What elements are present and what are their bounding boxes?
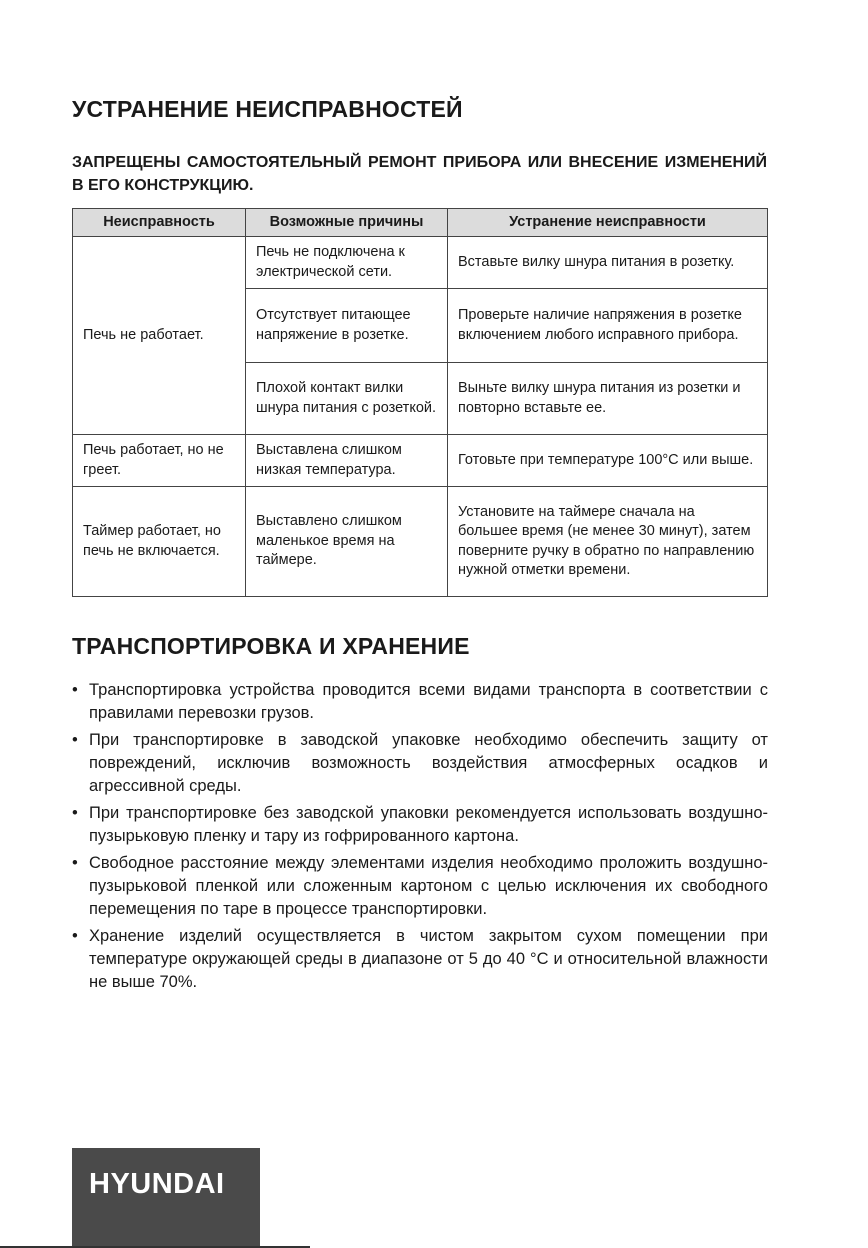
list-item-text: Транспортировка устройства проводится всеми видами транспорта в соответствии с правилами перевозки грузов. — [89, 681, 768, 722]
cause-cell: Отсутствует питающее напряжение в розетке. — [246, 289, 448, 363]
list-item — [72, 852, 768, 921]
list-item-text: При транспортировке без заводской упаковки рекомендуется использовать воздушно-пузырьковую пленку и тару из гофрированного картона. — [89, 804, 768, 845]
list-item — [72, 679, 768, 725]
fix-cell: Вставьте вилку шнура питания в розетку. — [448, 237, 768, 289]
header-problem: Неисправность — [73, 209, 246, 237]
bullet-icon: • — [72, 854, 78, 872]
section-title-troubleshooting: УСТРАНЕНИЕ НЕИСПРАВНОСТЕЙ — [72, 96, 463, 122]
list-item-text: Свободное расстояние между элементами изделия необходимо проложить воздушно-пузырьковой пленкой или сложенным картоном с целью исключения их свободного перемещения по таре в процессе транспортировки. — [89, 854, 768, 918]
list-item — [72, 925, 768, 994]
fix-cell: Готовьте при температуре 100°C или выше. — [448, 435, 768, 487]
table-row — [73, 237, 768, 289]
warning-text: ЗАПРЕЩЕНЫ САМОСТОЯТЕЛЬНЫЙ РЕМОНТ ПРИБОРА ИЛИ ВНЕСЕНИЕ ИЗМЕНЕНИЙ В ЕГО КОНСТРУКЦИЮ. — [72, 154, 767, 194]
cause-cell: Выставлена слишком низкая температура. — [246, 435, 448, 487]
fix-cell: Проверьте наличие напряжения в розетке включением любого исправного прибора. — [448, 289, 768, 363]
list-item-text: Хранение изделий осуществляется в чистом закрытом сухом помещении при температуре окружающей среды в диапазоне от 5 до 40 °C и относительной влажности не выше 70%. — [89, 927, 768, 991]
list-item — [72, 729, 768, 798]
table-header-row — [73, 209, 768, 237]
cause-cell: Плохой контакт вилки шнура питания с розеткой. — [246, 363, 448, 435]
transport-list — [72, 679, 768, 998]
bullet-icon: • — [72, 804, 78, 822]
bullet-icon: • — [72, 731, 78, 749]
problem-cell: Печь не работает. — [73, 237, 246, 435]
cause-cell: Печь не подключена к электрической сети. — [246, 237, 448, 289]
fix-cell: Установите на таймере сначала на большее время (не менее 30 минут), затем поверните ручку в обратно по направлению нужной отметки времени. — [448, 487, 768, 597]
problem-cell: Таймер работает, но печь не включается. — [73, 487, 246, 597]
section-title-transport: ТРАНСПОРТИРОВКА И ХРАНЕНИЕ — [72, 633, 470, 659]
list-item-text: При транспортировке в заводской упаковке необходимо обеспечить защиту от повреждений, исключив возможность воздействия атмосферных осадков и агрессивной среды. — [89, 731, 768, 795]
header-causes: Возможные причины — [246, 209, 448, 237]
bullet-icon: • — [72, 927, 78, 945]
table-row — [73, 435, 768, 487]
header-solution: Устранение неисправности — [448, 209, 768, 237]
list-item — [72, 802, 768, 848]
fix-cell: Выньте вилку шнура питания из розетки и повторно вставьте ее. — [448, 363, 768, 435]
brand-logo: HYUNDAI — [89, 1168, 225, 1200]
cause-cell: Выставлено слишком маленькое время на таймере. — [246, 487, 448, 597]
bullet-icon: • — [72, 681, 78, 699]
table-row — [73, 487, 768, 597]
problem-cell: Печь работает, но не греет. — [73, 435, 246, 487]
brand-logo-box — [72, 1148, 260, 1248]
troubleshooting-table — [72, 208, 768, 597]
